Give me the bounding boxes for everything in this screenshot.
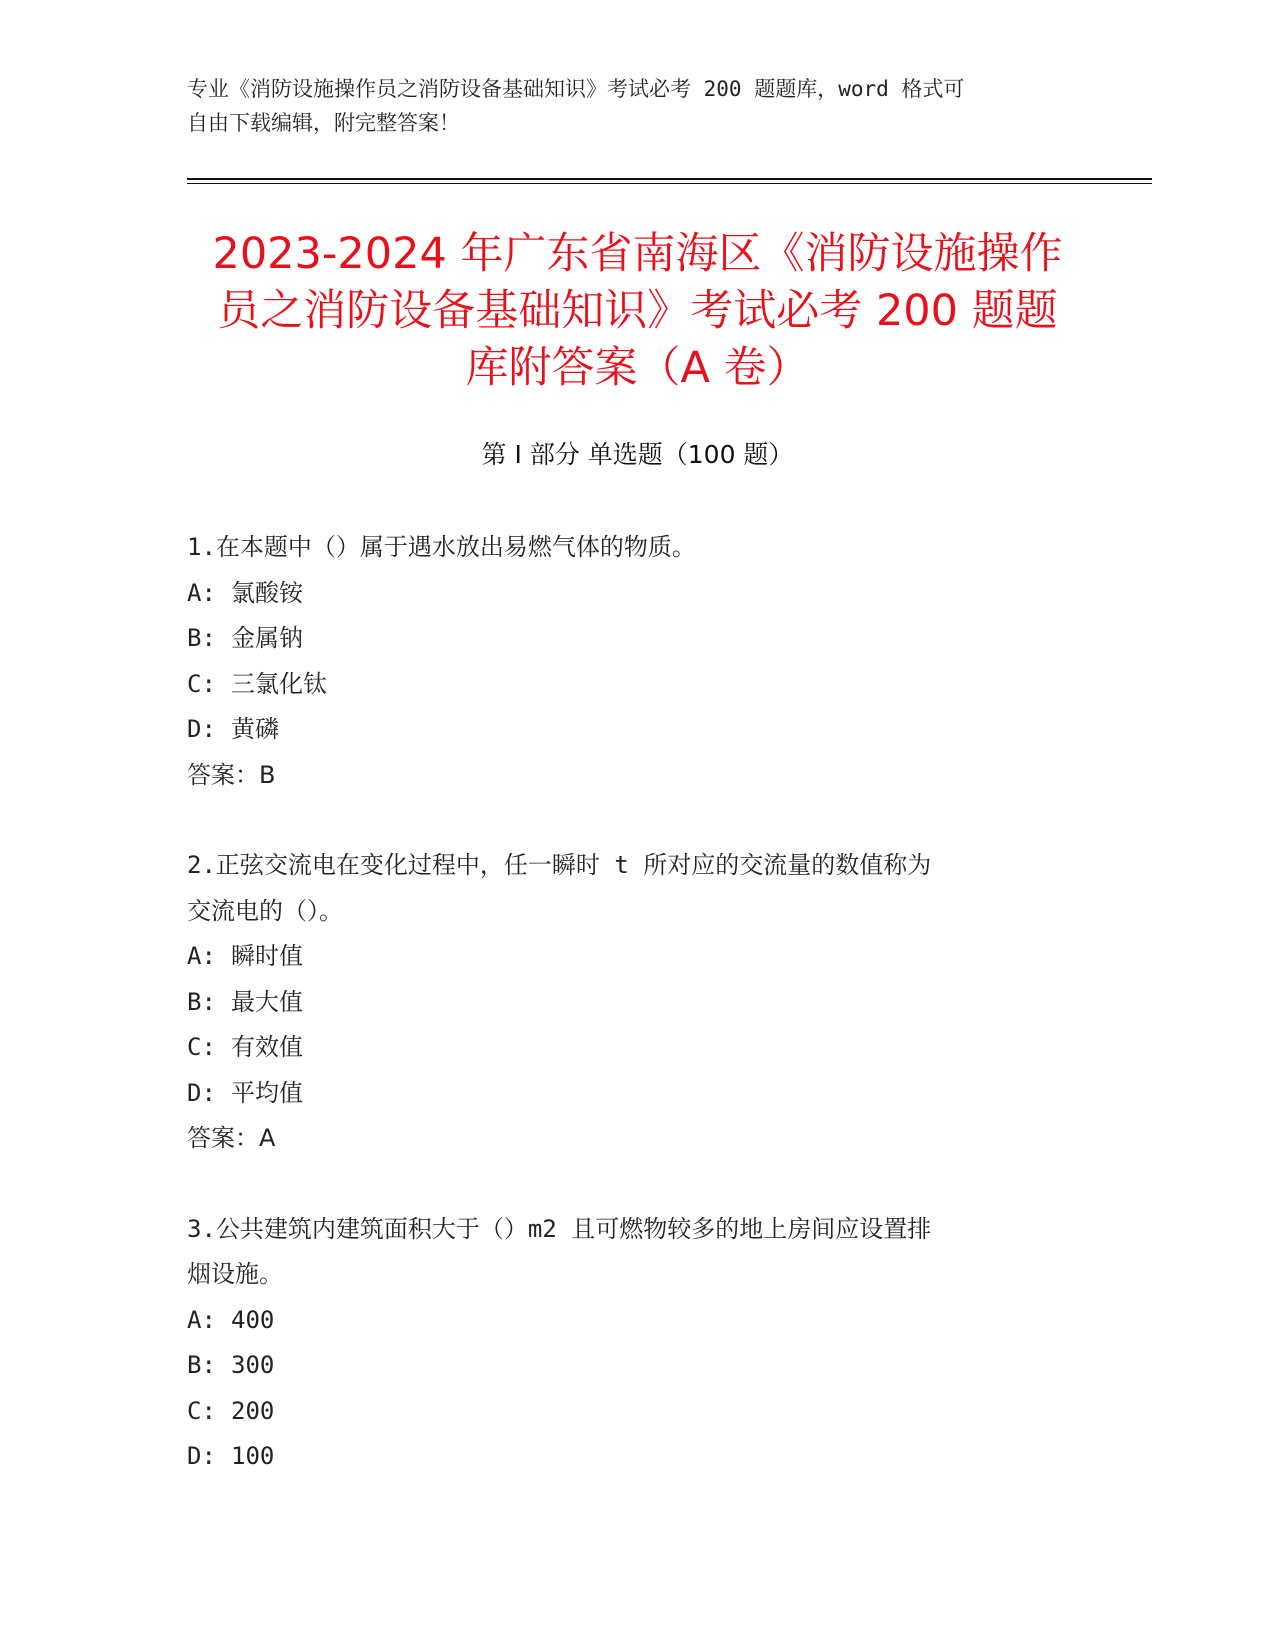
question-text: 2.正弦交流电在变化过程中，任一瞬时 t 所对应的交流量的数值称为 (187, 851, 932, 879)
option-letter: D: (187, 1442, 216, 1470)
option-text: 黄磷 (231, 715, 279, 743)
option-c (187, 662, 1067, 708)
option-d (187, 1071, 1067, 1117)
option-letter: D: (187, 1078, 216, 1107)
header-divider-thick (187, 178, 1152, 180)
option-letter: A: (187, 942, 216, 970)
option-text: 平均值 (231, 1078, 303, 1107)
option-letter: B: (187, 624, 216, 652)
document-title (150, 226, 1125, 397)
question-text-continued: 烟设施。 (187, 1260, 283, 1288)
question-text: 3.公共建筑内建筑面积大于（）m2 且可燃物较多的地上房间应设置排 (187, 1214, 932, 1243)
question-3 (187, 1207, 1067, 1480)
option-letter: C: (187, 1033, 216, 1061)
option-d (187, 707, 1067, 753)
option-letter: C: (187, 669, 216, 698)
option-a (187, 571, 1067, 617)
question-2 (187, 843, 1067, 1162)
option-letter: A: (187, 578, 216, 607)
answer: 答案：A (187, 1124, 276, 1152)
option-letter: C: (187, 1396, 216, 1425)
header-divider-thin (187, 183, 1152, 184)
option-text: 三氯化钛 (231, 669, 327, 698)
option-text: 氯酸铵 (231, 578, 303, 607)
question-text-continued: 交流电的（）。 (187, 896, 343, 925)
document-title-line-2: 员之消防设备基础知识》考试必考 200 题题 (217, 286, 1058, 336)
option-text: 300 (231, 1351, 275, 1379)
option-b (187, 1343, 1067, 1389)
option-c (187, 1389, 1067, 1435)
document-title-line-1: 2023-2024 年广东省南海区《消防设施操作 (212, 229, 1063, 279)
document-title-line-3: 库附答案（A 卷） (465, 343, 810, 393)
option-b (187, 980, 1067, 1026)
answer: 答案：B (187, 760, 276, 789)
option-text: 最大值 (231, 987, 303, 1016)
option-text: 瞬时值 (231, 942, 303, 970)
option-text: 200 (231, 1396, 275, 1425)
option-b (187, 616, 1067, 662)
option-letter: A: (187, 1305, 216, 1334)
option-text: 金属钠 (231, 624, 303, 652)
option-letter: B: (187, 987, 216, 1016)
question-1 (187, 525, 1067, 798)
option-text: 100 (231, 1442, 275, 1470)
section-heading: 第 I 部分 单选题（100 题） (481, 440, 794, 469)
option-text: 有效值 (231, 1033, 303, 1061)
option-letter: D: (187, 715, 216, 743)
option-text: 400 (231, 1305, 275, 1334)
option-letter: B: (187, 1351, 216, 1379)
option-a (187, 1298, 1067, 1344)
header-note-line-2: 自由下载编辑，附完整答案！ (187, 111, 460, 135)
option-d (187, 1434, 1067, 1480)
header-note-line-1: 专业《消防设施操作员之消防设备基础知识》考试必考 200 题题库，word 格式可 (187, 77, 965, 101)
question-list (187, 525, 1067, 1525)
option-a (187, 934, 1067, 980)
option-c (187, 1025, 1067, 1071)
question-text: 1.在本题中（）属于遇水放出易燃气体的物质。 (187, 533, 696, 561)
header-note (187, 72, 1067, 140)
